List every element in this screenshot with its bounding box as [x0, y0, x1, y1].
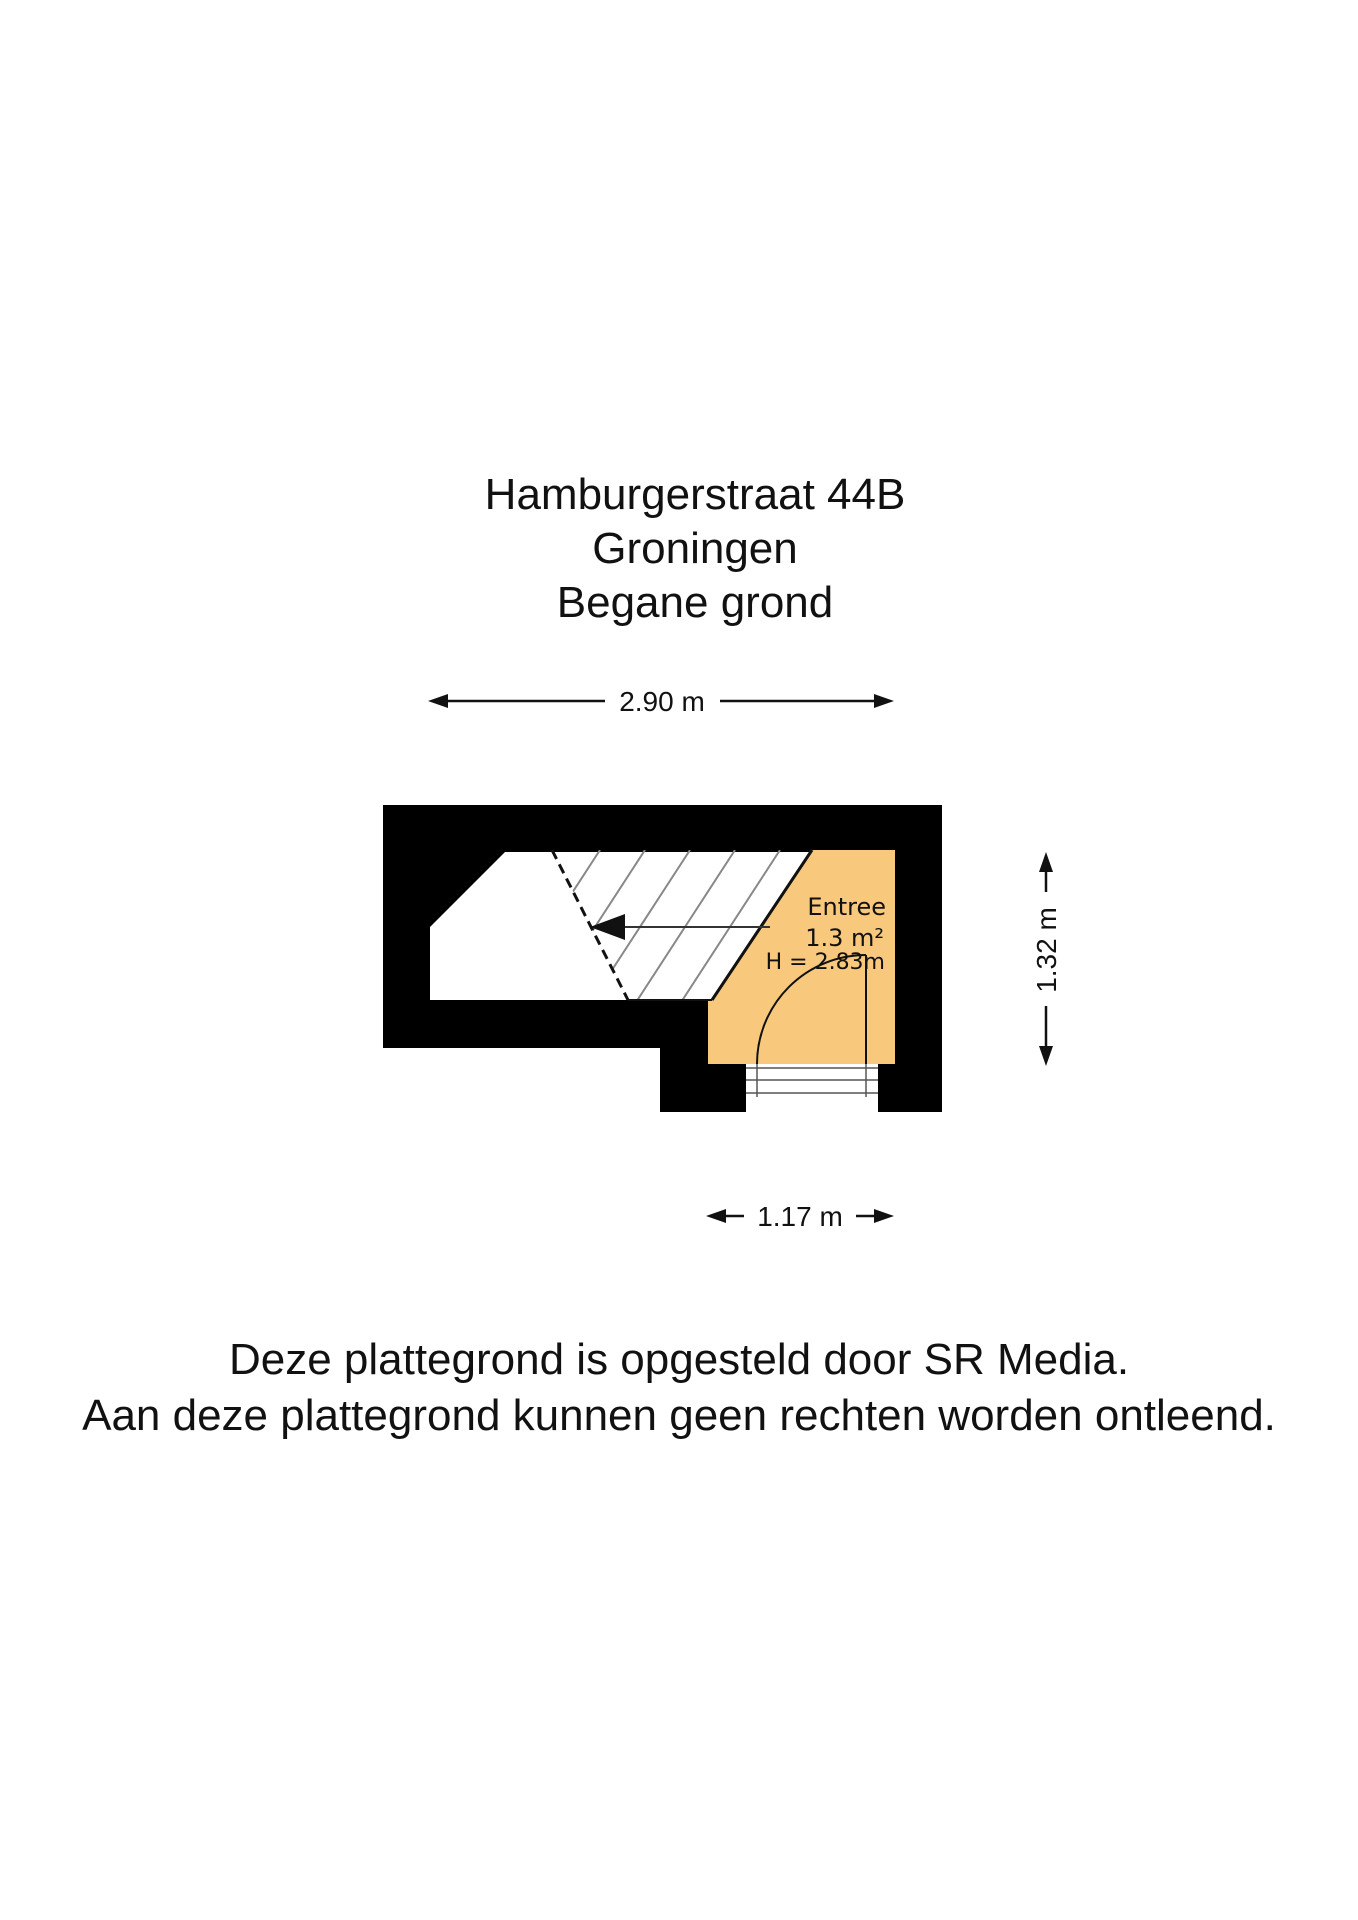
- disclaimer: [0, 1332, 1358, 1444]
- dimension-right: [1031, 852, 1062, 1066]
- room-name: Entree: [807, 893, 886, 921]
- city-title: Groningen: [592, 524, 798, 573]
- address-title: Hamburgerstraat 44B: [484, 470, 906, 519]
- room-area: 1.3 m²: [805, 924, 884, 952]
- disclaimer-line-2: Aan deze plattegrond kunnen geen rechten worden ontleend.: [82, 1391, 1276, 1440]
- disclaimer-line-1: Deze plattegrond is opgesteld door SR Media.: [228, 1335, 1130, 1384]
- dimension-entrance-label: 1.17 m: [757, 1201, 843, 1232]
- room-height: H = 2.83m: [765, 950, 885, 975]
- dimension-width-label: 2.90 m: [619, 686, 705, 717]
- dimension-height-label: 1.32 m: [1031, 907, 1062, 993]
- dimension-top: [428, 686, 894, 717]
- floor-title: Begane grond: [556, 578, 834, 627]
- dimension-bottom: [706, 1201, 894, 1232]
